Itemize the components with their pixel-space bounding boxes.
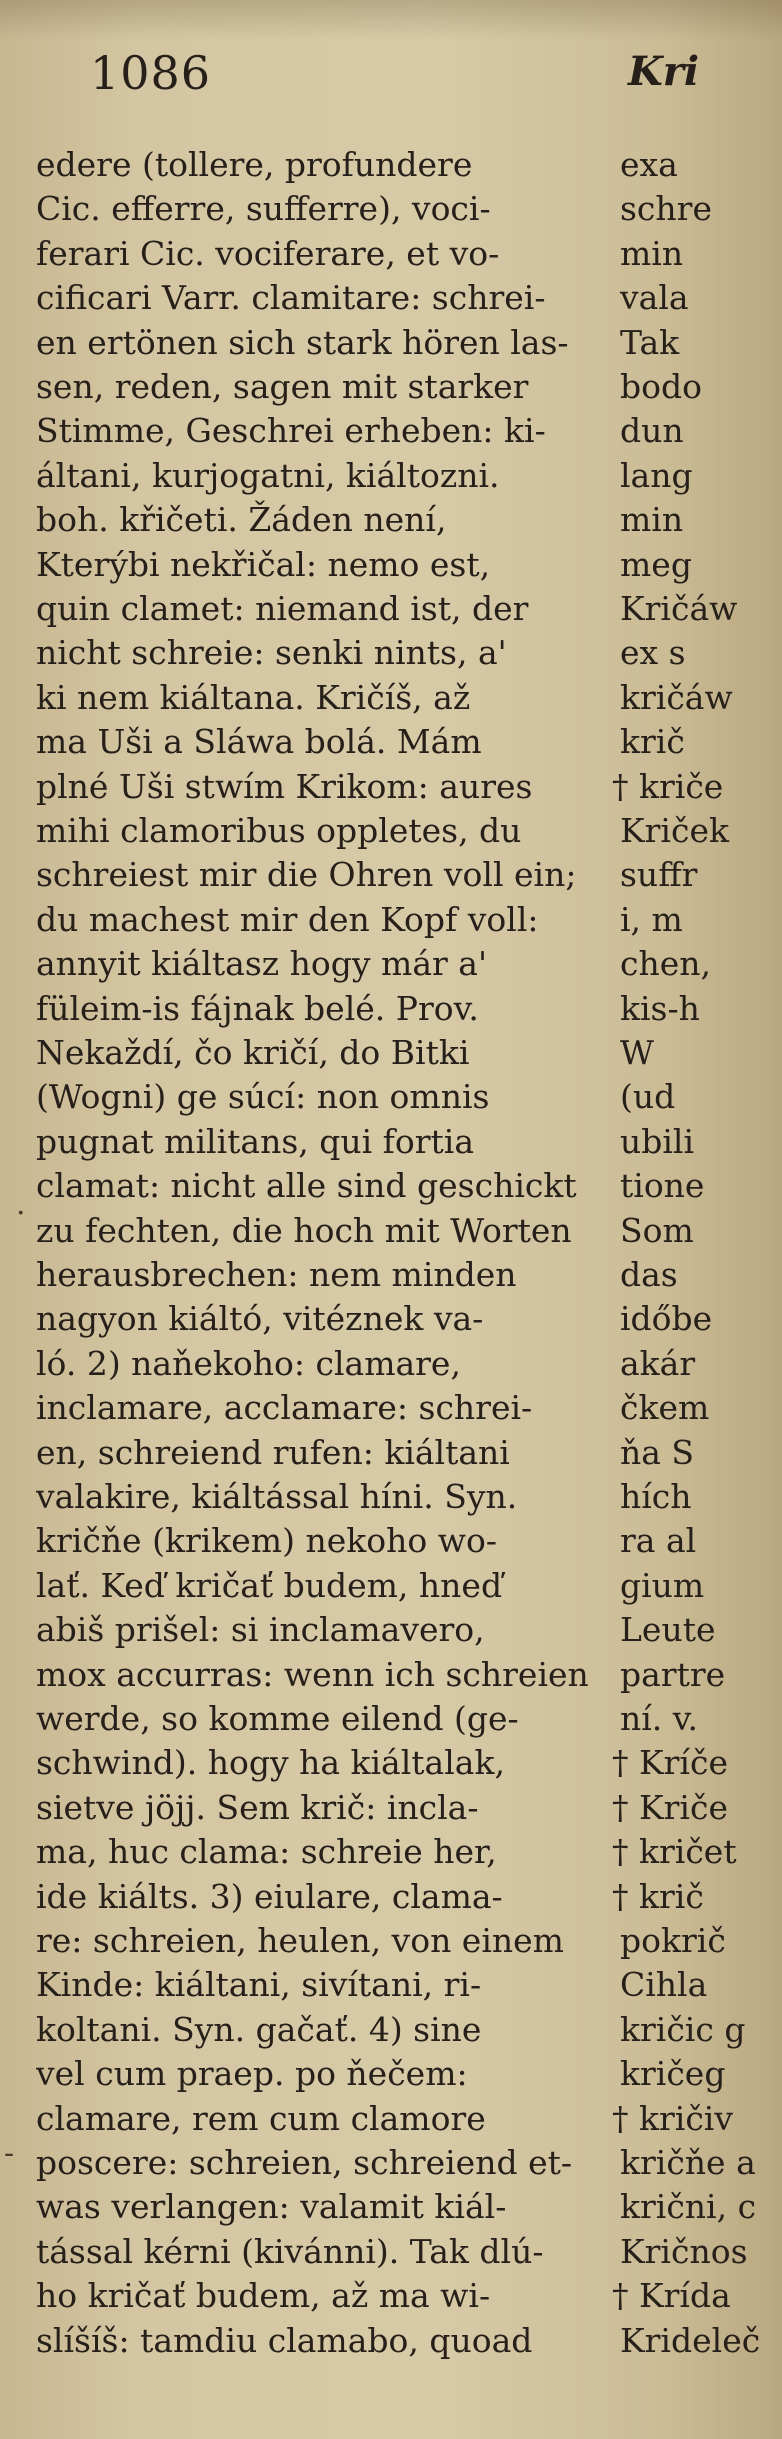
text-line: valakire, kiáltással híni. Syn.	[36, 1477, 518, 1516]
fragment-line: krič	[620, 722, 685, 762]
fragment-line: kričáw	[620, 677, 733, 717]
fragment-line: čkem	[620, 1388, 710, 1428]
text-line: Kinde: kiáltani, sivítani, ri-	[36, 1965, 482, 2005]
text-line: plné Uši stwím Krikom: aures	[36, 766, 533, 806]
text-line: ló. 2) naňekoho: clamare,	[36, 1343, 461, 1383]
text-line: clamat: nicht alle sind geschickt	[36, 1166, 577, 1206]
text-line: kričňe (krikem) nekoho wo-	[36, 1521, 497, 1561]
text-line: koltani. Syn. gačať. 4) sine	[36, 2009, 482, 2049]
fragment-line: kis-h	[620, 988, 700, 1028]
text-line: mox accurras: wenn ich schreien	[36, 1654, 589, 1694]
fragment-line: das	[620, 1255, 678, 1294]
fragment-line: † kriče	[612, 766, 724, 806]
fragment-line: min	[620, 233, 684, 273]
text-line: ma, huc clama: schreie her,	[36, 1832, 497, 1872]
text-line: poscere: schreien, schreiend et-	[36, 2143, 573, 2182]
fragment-line: † Kriče	[612, 1787, 728, 1827]
fragment-line: vala	[620, 278, 689, 318]
text-line: Cic. efferre, sufferre), voci-	[36, 189, 491, 229]
fragment-line: kričic g	[620, 2009, 746, 2049]
text-line: en, schreiend rufen: kiáltani	[36, 1432, 510, 1472]
main-text-column	[0, 140, 612, 2390]
fragment-line: Som	[620, 1210, 694, 1250]
fragment-line: i, m	[620, 899, 683, 939]
page-top-shadow	[0, 0, 782, 40]
text-line: edere (tollere, profundere	[36, 145, 473, 184]
fragment-line: partre	[620, 1654, 726, 1694]
text-line: sietve jöjj. Sem krič: incla-	[36, 1787, 479, 1827]
text-line: schwind). hogy ha kiáltalak,	[36, 1743, 505, 1783]
text-line: ide kiálts. 3) eiulare, clama-	[36, 1876, 503, 1916]
fragment-line: meg	[620, 544, 692, 584]
text-line: füleim-is fájnak belé. Prov.	[36, 988, 479, 1028]
fragment-line: Cihla	[620, 1965, 708, 2005]
text-line: slíšíš: tamdiu clamabo, quoad	[36, 2320, 533, 2360]
fragment-line: Kriček	[620, 811, 729, 850]
fragment-line: krični, c	[620, 2187, 757, 2227]
text-line: nicht schreie: senki nints, a'	[36, 633, 507, 673]
text-line: du machest mir den Kopf voll:	[36, 899, 539, 939]
fragment-line: chen,	[620, 944, 712, 984]
text-line: tással kérni (kivánni). Tak dlú-	[36, 2231, 544, 2271]
text-line: Stimme, Geschrei erheben: ki-	[36, 411, 546, 451]
text-line: ma Uši a Sláwa bolá. Mám	[36, 722, 482, 762]
page-number: 1086	[90, 46, 212, 100]
fragment-line: † Kríče	[612, 1743, 728, 1783]
fragment-line: ubili	[620, 1121, 695, 1161]
text-line: schreiest mir die Ohren voll ein;	[36, 855, 577, 895]
text-line: abiš prišel: si inclamavero,	[36, 1610, 485, 1650]
text-line: quin clamet: niemand ist, der	[36, 589, 529, 628]
fragment-line: gium	[620, 1565, 705, 1605]
text-line: werde, so komme eilend (ge-	[36, 1699, 519, 1738]
fragment-line: exa	[620, 145, 678, 184]
fragment-line: Krideleč	[620, 2320, 761, 2360]
text-line: clamare, rem cum clamore	[36, 2098, 486, 2138]
text-line: ki nem kiáltana. Kričíš, až	[36, 677, 471, 717]
text-line: annyit kiáltasz hogy már a'	[36, 944, 488, 984]
text-line: pugnat militans, qui fortia	[36, 1121, 475, 1161]
fragment-line: min	[620, 500, 684, 540]
text-line: ho kričať budem, až ma wi-	[36, 2276, 491, 2316]
fragment-line: hích	[620, 1477, 692, 1516]
fragment-line: † Krída	[612, 2276, 731, 2316]
text-line: (Wogni) ge súcí: non omnis	[36, 1077, 490, 1117]
text-line: sen, reden, sagen mit starker	[36, 367, 529, 406]
fragment-line: akár	[620, 1343, 696, 1383]
fragment-line: bodo	[620, 367, 702, 406]
fragment-line: kričňe a	[620, 2143, 756, 2182]
fragment-line: ex s	[620, 633, 686, 673]
fragment-line: tione	[620, 1166, 705, 1206]
text-line: nagyon kiáltó, vitéznek va-	[36, 1299, 484, 1339]
text-line: ferari Cic. vociferare, et vo-	[36, 233, 500, 273]
text-line: inclamare, acclamare: schrei-	[36, 1388, 533, 1428]
fragment-line: † kričiv	[612, 2098, 733, 2138]
fragment-line: (ud	[620, 1077, 676, 1117]
text-line: zu fechten, die hoch mit Worten	[36, 1210, 572, 1250]
text-line: vel cum praep. po ňečem:	[36, 2054, 468, 2094]
fragment-line: † kričet	[612, 1832, 737, 1872]
fragment-line: pokrič	[620, 1921, 726, 1960]
text-line: boh. křičeti. Žáden není,	[36, 500, 447, 540]
text-line: áltani, kurjogatni, kiáltozni.	[36, 455, 500, 495]
text-line: herausbrechen: nem minden	[36, 1255, 517, 1294]
fragment-line: dun	[620, 411, 684, 451]
fragment-line: ní. v.	[620, 1699, 699, 1738]
running-head: Kri	[628, 48, 700, 95]
text-line: Kterýbi nekřičal: nemo est,	[36, 544, 491, 584]
fragment-line: Leute	[620, 1610, 716, 1650]
fragment-line: lang	[620, 455, 693, 495]
text-line: lať. Keď kričať budem, hneď	[36, 1565, 503, 1605]
fragment-line: Kričnos	[620, 2231, 748, 2271]
fragment-line: kričeg	[620, 2054, 726, 2094]
fragment-line: ra al	[620, 1521, 697, 1561]
fragment-line: suffr	[620, 855, 698, 895]
fragment-line: ňa S	[620, 1432, 695, 1472]
fragment-line: schre	[620, 189, 712, 229]
text-line: Nekaždí, čo kričí, do Bitki	[36, 1033, 470, 1072]
adjacent-column-fragment	[612, 140, 782, 2390]
fragment-line: Tak	[620, 322, 680, 362]
text-line: en ertönen sich stark hören las-	[36, 322, 569, 362]
fragment-line: időbe	[620, 1299, 713, 1339]
text-line: was verlangen: valamit kiál-	[36, 2187, 507, 2227]
text-line: re: schreien, heulen, von einem	[36, 1921, 564, 1960]
margin-dot: ·	[16, 1196, 26, 1231]
margin-dash: -	[4, 2136, 15, 2171]
text-line: mihi clamoribus oppletes, du	[36, 811, 522, 850]
fragment-line: W	[620, 1033, 654, 1072]
text-line: cificari Varr. clamitare: schrei-	[36, 278, 546, 318]
fragment-line: Kričáw	[620, 589, 738, 628]
fragment-line: † krič	[612, 1876, 704, 1916]
